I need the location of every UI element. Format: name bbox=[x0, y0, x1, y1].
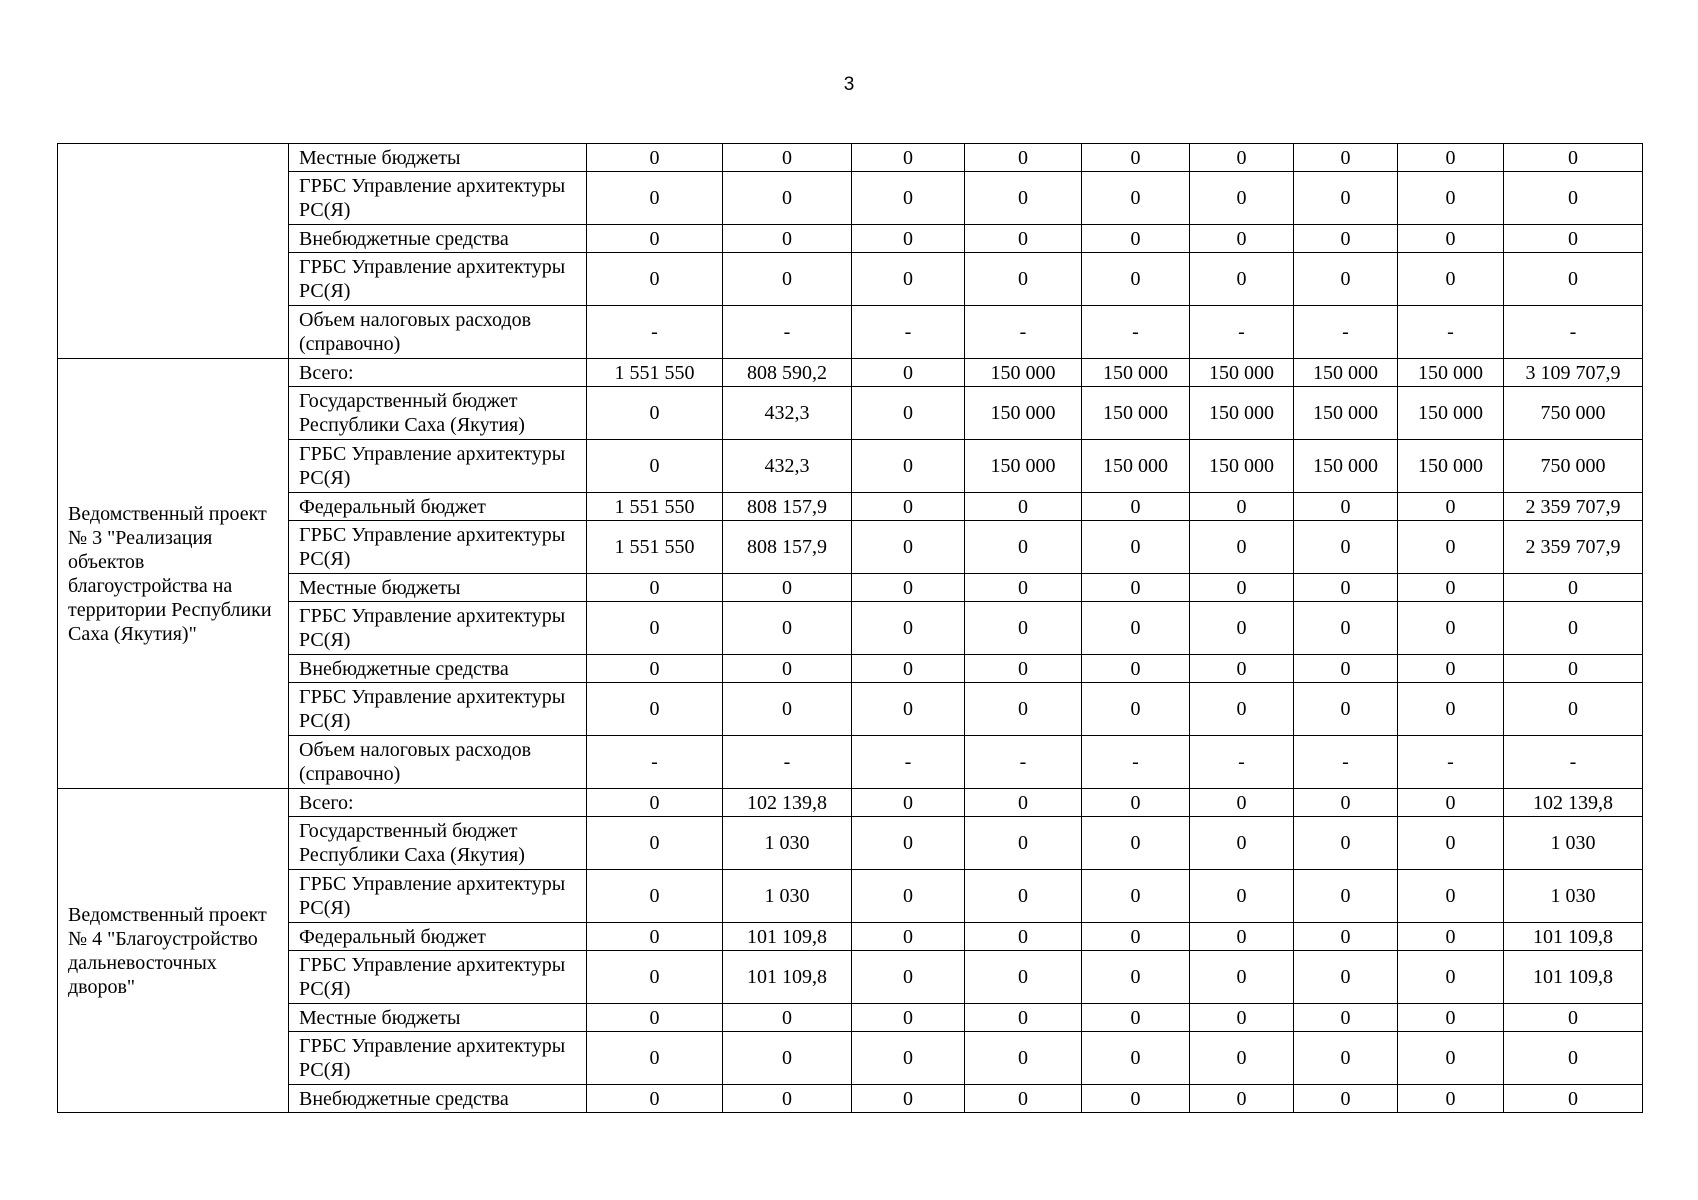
value-cell: 0 bbox=[1082, 789, 1190, 817]
funding-source-cell: ГРБС Управление архитектуры РС(Я) bbox=[289, 253, 587, 306]
value-cell: 1 030 bbox=[723, 817, 852, 870]
value-cell: 0 bbox=[1398, 172, 1504, 225]
project-name-cell bbox=[58, 144, 289, 359]
value-cell: - bbox=[1082, 306, 1190, 359]
value-cell: 0 bbox=[1398, 574, 1504, 602]
value-cell: 432,3 bbox=[723, 387, 852, 440]
total-value-cell: 0 bbox=[1504, 1085, 1643, 1113]
value-cell: 0 bbox=[723, 655, 852, 683]
value-cell: 0 bbox=[1082, 683, 1190, 736]
value-cell: 0 bbox=[723, 172, 852, 225]
value-cell: 0 bbox=[1294, 789, 1398, 817]
value-cell: 0 bbox=[1398, 253, 1504, 306]
value-cell: 0 bbox=[587, 253, 723, 306]
value-cell: 0 bbox=[1294, 1085, 1398, 1113]
table-row bbox=[58, 1004, 1643, 1032]
value-cell: 0 bbox=[1190, 683, 1294, 736]
value-cell: 0 bbox=[587, 440, 723, 493]
value-cell: 0 bbox=[965, 789, 1082, 817]
value-cell: 0 bbox=[723, 144, 852, 172]
table-row bbox=[58, 683, 1643, 736]
funding-source-cell: Местные бюджеты bbox=[289, 144, 587, 172]
value-cell: 0 bbox=[852, 655, 965, 683]
funding-source-cell: Внебюджетные средства bbox=[289, 655, 587, 683]
value-cell: 808 590,2 bbox=[723, 359, 852, 387]
value-cell: 150 000 bbox=[1190, 440, 1294, 493]
funding-source-cell: Внебюджетные средства bbox=[289, 225, 587, 253]
value-cell: 0 bbox=[1294, 574, 1398, 602]
table-body bbox=[58, 144, 1643, 1113]
value-cell: 0 bbox=[1082, 574, 1190, 602]
funding-source-cell: Государственный бюджет Республики Саха (Якутия) bbox=[289, 387, 587, 440]
value-cell: 0 bbox=[965, 683, 1082, 736]
value-cell: 808 157,9 bbox=[723, 493, 852, 521]
value-cell: - bbox=[1190, 736, 1294, 789]
value-cell: 0 bbox=[1082, 493, 1190, 521]
value-cell: 0 bbox=[1190, 574, 1294, 602]
value-cell: 0 bbox=[965, 493, 1082, 521]
value-cell: 0 bbox=[1398, 1032, 1504, 1085]
project-name-cell: Ведомственный проект № 4 "Благоустройство дальневосточных дворов" bbox=[58, 789, 289, 1113]
table-row bbox=[58, 1032, 1643, 1085]
value-cell: 0 bbox=[1190, 817, 1294, 870]
total-value-cell: 101 109,8 bbox=[1504, 923, 1643, 951]
total-value-cell: 0 bbox=[1504, 172, 1643, 225]
value-cell: 102 139,8 bbox=[723, 789, 852, 817]
value-cell: 0 bbox=[852, 870, 965, 923]
value-cell: 0 bbox=[1082, 655, 1190, 683]
value-cell: 0 bbox=[587, 144, 723, 172]
value-cell: 0 bbox=[1190, 521, 1294, 574]
value-cell: 0 bbox=[1294, 923, 1398, 951]
value-cell: 0 bbox=[1082, 172, 1190, 225]
total-value-cell: 0 bbox=[1504, 602, 1643, 655]
value-cell: 0 bbox=[1294, 951, 1398, 1004]
funding-source-cell: Объем налоговых расходов (справочно) bbox=[289, 306, 587, 359]
value-cell: 0 bbox=[1398, 789, 1504, 817]
value-cell: 0 bbox=[965, 602, 1082, 655]
total-value-cell: 101 109,8 bbox=[1504, 951, 1643, 1004]
value-cell: - bbox=[723, 306, 852, 359]
value-cell: 0 bbox=[723, 602, 852, 655]
total-value-cell: 0 bbox=[1504, 253, 1643, 306]
total-value-cell: 750 000 bbox=[1504, 440, 1643, 493]
total-value-cell: 2 359 707,9 bbox=[1504, 493, 1643, 521]
value-cell: 0 bbox=[587, 655, 723, 683]
value-cell: 0 bbox=[1398, 923, 1504, 951]
value-cell: 0 bbox=[1082, 1085, 1190, 1113]
value-cell: 0 bbox=[587, 602, 723, 655]
table-row bbox=[58, 306, 1643, 359]
value-cell: 0 bbox=[965, 225, 1082, 253]
value-cell: 0 bbox=[1398, 817, 1504, 870]
value-cell: - bbox=[852, 736, 965, 789]
table-row bbox=[58, 521, 1643, 574]
table-row bbox=[58, 736, 1643, 789]
total-value-cell: 2 359 707,9 bbox=[1504, 521, 1643, 574]
value-cell: 0 bbox=[587, 683, 723, 736]
funding-source-cell: ГРБС Управление архитектуры РС(Я) bbox=[289, 870, 587, 923]
value-cell: 0 bbox=[1190, 655, 1294, 683]
value-cell: 808 157,9 bbox=[723, 521, 852, 574]
table-row bbox=[58, 574, 1643, 602]
table-row bbox=[58, 870, 1643, 923]
value-cell: 0 bbox=[965, 1085, 1082, 1113]
value-cell: 0 bbox=[1398, 144, 1504, 172]
funding-source-cell: ГРБС Управление архитектуры РС(Я) bbox=[289, 1032, 587, 1085]
total-value-cell: 0 bbox=[1504, 1004, 1643, 1032]
value-cell: - bbox=[1294, 736, 1398, 789]
total-value-cell: 102 139,8 bbox=[1504, 789, 1643, 817]
value-cell: 0 bbox=[1082, 521, 1190, 574]
table-row bbox=[58, 387, 1643, 440]
value-cell: 0 bbox=[1082, 144, 1190, 172]
total-value-cell: 1 030 bbox=[1504, 870, 1643, 923]
value-cell: 0 bbox=[1190, 1085, 1294, 1113]
value-cell: - bbox=[1398, 306, 1504, 359]
table-row bbox=[58, 253, 1643, 306]
total-value-cell: - bbox=[1504, 306, 1643, 359]
value-cell: 0 bbox=[852, 602, 965, 655]
value-cell: - bbox=[587, 736, 723, 789]
value-cell: 0 bbox=[1190, 951, 1294, 1004]
value-cell: 101 109,8 bbox=[723, 923, 852, 951]
value-cell: 0 bbox=[852, 359, 965, 387]
value-cell: 150 000 bbox=[1398, 440, 1504, 493]
value-cell: - bbox=[1190, 306, 1294, 359]
value-cell: 0 bbox=[1398, 602, 1504, 655]
value-cell: 0 bbox=[1190, 602, 1294, 655]
value-cell: 0 bbox=[965, 521, 1082, 574]
value-cell: 0 bbox=[1082, 253, 1190, 306]
value-cell: 0 bbox=[1190, 1032, 1294, 1085]
value-cell: 0 bbox=[1294, 1032, 1398, 1085]
value-cell: 0 bbox=[965, 144, 1082, 172]
page-number: 3 bbox=[843, 74, 855, 95]
value-cell: 0 bbox=[1294, 655, 1398, 683]
value-cell: 0 bbox=[587, 1085, 723, 1113]
total-value-cell: 750 000 bbox=[1504, 387, 1643, 440]
table-row bbox=[58, 172, 1643, 225]
value-cell: 150 000 bbox=[1398, 387, 1504, 440]
value-cell: 0 bbox=[1082, 923, 1190, 951]
total-value-cell: 1 030 bbox=[1504, 817, 1643, 870]
total-value-cell: 3 109 707,9 bbox=[1504, 359, 1643, 387]
value-cell: 0 bbox=[587, 817, 723, 870]
value-cell: 150 000 bbox=[965, 440, 1082, 493]
table-row bbox=[58, 951, 1643, 1004]
value-cell: 0 bbox=[587, 172, 723, 225]
value-cell: 0 bbox=[1294, 521, 1398, 574]
funding-source-cell: Государственный бюджет Республики Саха (Якутия) bbox=[289, 817, 587, 870]
value-cell: 0 bbox=[1294, 817, 1398, 870]
value-cell: 0 bbox=[1190, 1004, 1294, 1032]
value-cell: 0 bbox=[852, 1085, 965, 1113]
value-cell: 0 bbox=[1294, 144, 1398, 172]
project-name-cell: Ведомственный проект № 3 "Реализация объектов благоустройства на территории Республики Саха (Якутия)" bbox=[58, 359, 289, 789]
total-value-cell: 0 bbox=[1504, 683, 1643, 736]
value-cell: 0 bbox=[587, 387, 723, 440]
value-cell: 150 000 bbox=[965, 359, 1082, 387]
total-value-cell: - bbox=[1504, 736, 1643, 789]
value-cell: 0 bbox=[1398, 655, 1504, 683]
value-cell: 0 bbox=[1398, 493, 1504, 521]
value-cell: 0 bbox=[1294, 1004, 1398, 1032]
funding-source-cell: ГРБС Управление архитектуры РС(Я) bbox=[289, 172, 587, 225]
value-cell: 0 bbox=[723, 574, 852, 602]
value-cell: 0 bbox=[1082, 870, 1190, 923]
value-cell: 0 bbox=[1294, 683, 1398, 736]
funding-source-cell: ГРБС Управление архитектуры РС(Я) bbox=[289, 683, 587, 736]
value-cell: 0 bbox=[852, 253, 965, 306]
table-row bbox=[58, 144, 1643, 172]
value-cell: 0 bbox=[965, 655, 1082, 683]
funding-source-cell: Местные бюджеты bbox=[289, 574, 587, 602]
value-cell: 150 000 bbox=[1294, 387, 1398, 440]
value-cell: 0 bbox=[965, 817, 1082, 870]
value-cell: 0 bbox=[852, 574, 965, 602]
table-row bbox=[58, 440, 1643, 493]
value-cell: 150 000 bbox=[1082, 359, 1190, 387]
value-cell: 0 bbox=[965, 1004, 1082, 1032]
value-cell: 0 bbox=[1294, 172, 1398, 225]
value-cell: 0 bbox=[587, 789, 723, 817]
value-cell: 1 551 550 bbox=[587, 521, 723, 574]
value-cell: 0 bbox=[1294, 870, 1398, 923]
value-cell: 0 bbox=[965, 574, 1082, 602]
total-value-cell: 0 bbox=[1504, 225, 1643, 253]
value-cell: 0 bbox=[1190, 789, 1294, 817]
value-cell: 432,3 bbox=[723, 440, 852, 493]
value-cell: 0 bbox=[723, 1032, 852, 1085]
value-cell: 0 bbox=[1398, 1085, 1504, 1113]
funding-source-cell: ГРБС Управление архитектуры РС(Я) bbox=[289, 951, 587, 1004]
value-cell: 0 bbox=[852, 521, 965, 574]
total-value-cell: 0 bbox=[1504, 144, 1643, 172]
table-row bbox=[58, 655, 1643, 683]
value-cell: 0 bbox=[1294, 225, 1398, 253]
value-cell: 0 bbox=[965, 253, 1082, 306]
value-cell: 150 000 bbox=[1082, 387, 1190, 440]
value-cell: 0 bbox=[965, 923, 1082, 951]
funding-source-cell: ГРБС Управление архитектуры РС(Я) bbox=[289, 521, 587, 574]
value-cell: 0 bbox=[852, 387, 965, 440]
value-cell: 0 bbox=[852, 683, 965, 736]
funding-source-cell: Объем налоговых расходов (справочно) bbox=[289, 736, 587, 789]
value-cell: - bbox=[723, 736, 852, 789]
table-row bbox=[58, 789, 1643, 817]
funding-source-cell: Федеральный бюджет bbox=[289, 493, 587, 521]
value-cell: 0 bbox=[852, 440, 965, 493]
value-cell: 150 000 bbox=[1294, 359, 1398, 387]
value-cell: 0 bbox=[852, 789, 965, 817]
value-cell: 0 bbox=[723, 1004, 852, 1032]
table-row bbox=[58, 923, 1643, 951]
value-cell: 0 bbox=[1190, 923, 1294, 951]
value-cell: 0 bbox=[1398, 521, 1504, 574]
value-cell: - bbox=[1398, 736, 1504, 789]
value-cell: 0 bbox=[965, 172, 1082, 225]
value-cell: 0 bbox=[587, 574, 723, 602]
total-value-cell: 0 bbox=[1504, 655, 1643, 683]
value-cell: 0 bbox=[852, 144, 965, 172]
value-cell: 150 000 bbox=[1190, 359, 1294, 387]
table-row bbox=[58, 602, 1643, 655]
value-cell: 0 bbox=[852, 225, 965, 253]
value-cell: 0 bbox=[1082, 602, 1190, 655]
table-row bbox=[58, 493, 1643, 521]
table-row bbox=[58, 817, 1643, 870]
value-cell: 0 bbox=[1294, 253, 1398, 306]
value-cell: - bbox=[965, 306, 1082, 359]
value-cell: 1 551 550 bbox=[587, 493, 723, 521]
value-cell: - bbox=[965, 736, 1082, 789]
value-cell: - bbox=[1082, 736, 1190, 789]
value-cell: 0 bbox=[852, 1032, 965, 1085]
value-cell: 150 000 bbox=[965, 387, 1082, 440]
value-cell: 0 bbox=[1398, 1004, 1504, 1032]
value-cell: 0 bbox=[587, 1004, 723, 1032]
value-cell: 150 000 bbox=[1190, 387, 1294, 440]
value-cell: 0 bbox=[1190, 225, 1294, 253]
funding-source-cell: Всего: bbox=[289, 359, 587, 387]
value-cell: - bbox=[852, 306, 965, 359]
value-cell: 0 bbox=[1294, 493, 1398, 521]
value-cell: - bbox=[1294, 306, 1398, 359]
value-cell: 0 bbox=[587, 225, 723, 253]
value-cell: 0 bbox=[1190, 172, 1294, 225]
value-cell: 0 bbox=[852, 923, 965, 951]
value-cell: 0 bbox=[1190, 144, 1294, 172]
value-cell: 1 551 550 bbox=[587, 359, 723, 387]
value-cell: 0 bbox=[1082, 1004, 1190, 1032]
value-cell: 0 bbox=[965, 870, 1082, 923]
value-cell: 0 bbox=[852, 817, 965, 870]
value-cell: 0 bbox=[852, 1004, 965, 1032]
table-row bbox=[58, 359, 1643, 387]
funding-source-cell: Федеральный бюджет bbox=[289, 923, 587, 951]
value-cell: 0 bbox=[852, 493, 965, 521]
value-cell: 0 bbox=[1082, 817, 1190, 870]
total-value-cell: 0 bbox=[1504, 574, 1643, 602]
total-value-cell: 0 bbox=[1504, 1032, 1643, 1085]
value-cell: 0 bbox=[1190, 253, 1294, 306]
value-cell: 0 bbox=[965, 1032, 1082, 1085]
value-cell: 0 bbox=[1190, 493, 1294, 521]
value-cell: 0 bbox=[587, 923, 723, 951]
value-cell: 0 bbox=[1398, 225, 1504, 253]
funding-source-cell: Внебюджетные средства bbox=[289, 1085, 587, 1113]
value-cell: 0 bbox=[1082, 1032, 1190, 1085]
value-cell: 150 000 bbox=[1082, 440, 1190, 493]
value-cell: 0 bbox=[1398, 951, 1504, 1004]
value-cell: 0 bbox=[723, 225, 852, 253]
value-cell: 0 bbox=[1398, 683, 1504, 736]
table-row bbox=[58, 225, 1643, 253]
value-cell: 0 bbox=[1294, 602, 1398, 655]
value-cell: 0 bbox=[723, 253, 852, 306]
value-cell: 0 bbox=[1190, 870, 1294, 923]
value-cell: 0 bbox=[852, 951, 965, 1004]
funding-source-cell: ГРБС Управление архитектуры РС(Я) bbox=[289, 602, 587, 655]
budget-table bbox=[57, 143, 1643, 1113]
value-cell: 0 bbox=[1398, 870, 1504, 923]
value-cell: 0 bbox=[587, 951, 723, 1004]
value-cell: 0 bbox=[723, 1085, 852, 1113]
value-cell: 0 bbox=[587, 1032, 723, 1085]
funding-source-cell: Всего: bbox=[289, 789, 587, 817]
funding-source-cell: Местные бюджеты bbox=[289, 1004, 587, 1032]
value-cell: 0 bbox=[852, 172, 965, 225]
table-row bbox=[58, 1085, 1643, 1113]
value-cell: 0 bbox=[965, 951, 1082, 1004]
value-cell: 101 109,8 bbox=[723, 951, 852, 1004]
value-cell: 0 bbox=[723, 683, 852, 736]
value-cell: 0 bbox=[1082, 225, 1190, 253]
value-cell: 0 bbox=[1082, 951, 1190, 1004]
value-cell: 150 000 bbox=[1398, 359, 1504, 387]
value-cell: 150 000 bbox=[1294, 440, 1398, 493]
value-cell: 0 bbox=[587, 870, 723, 923]
value-cell: - bbox=[587, 306, 723, 359]
value-cell: 1 030 bbox=[723, 870, 852, 923]
funding-source-cell: ГРБС Управление архитектуры РС(Я) bbox=[289, 440, 587, 493]
